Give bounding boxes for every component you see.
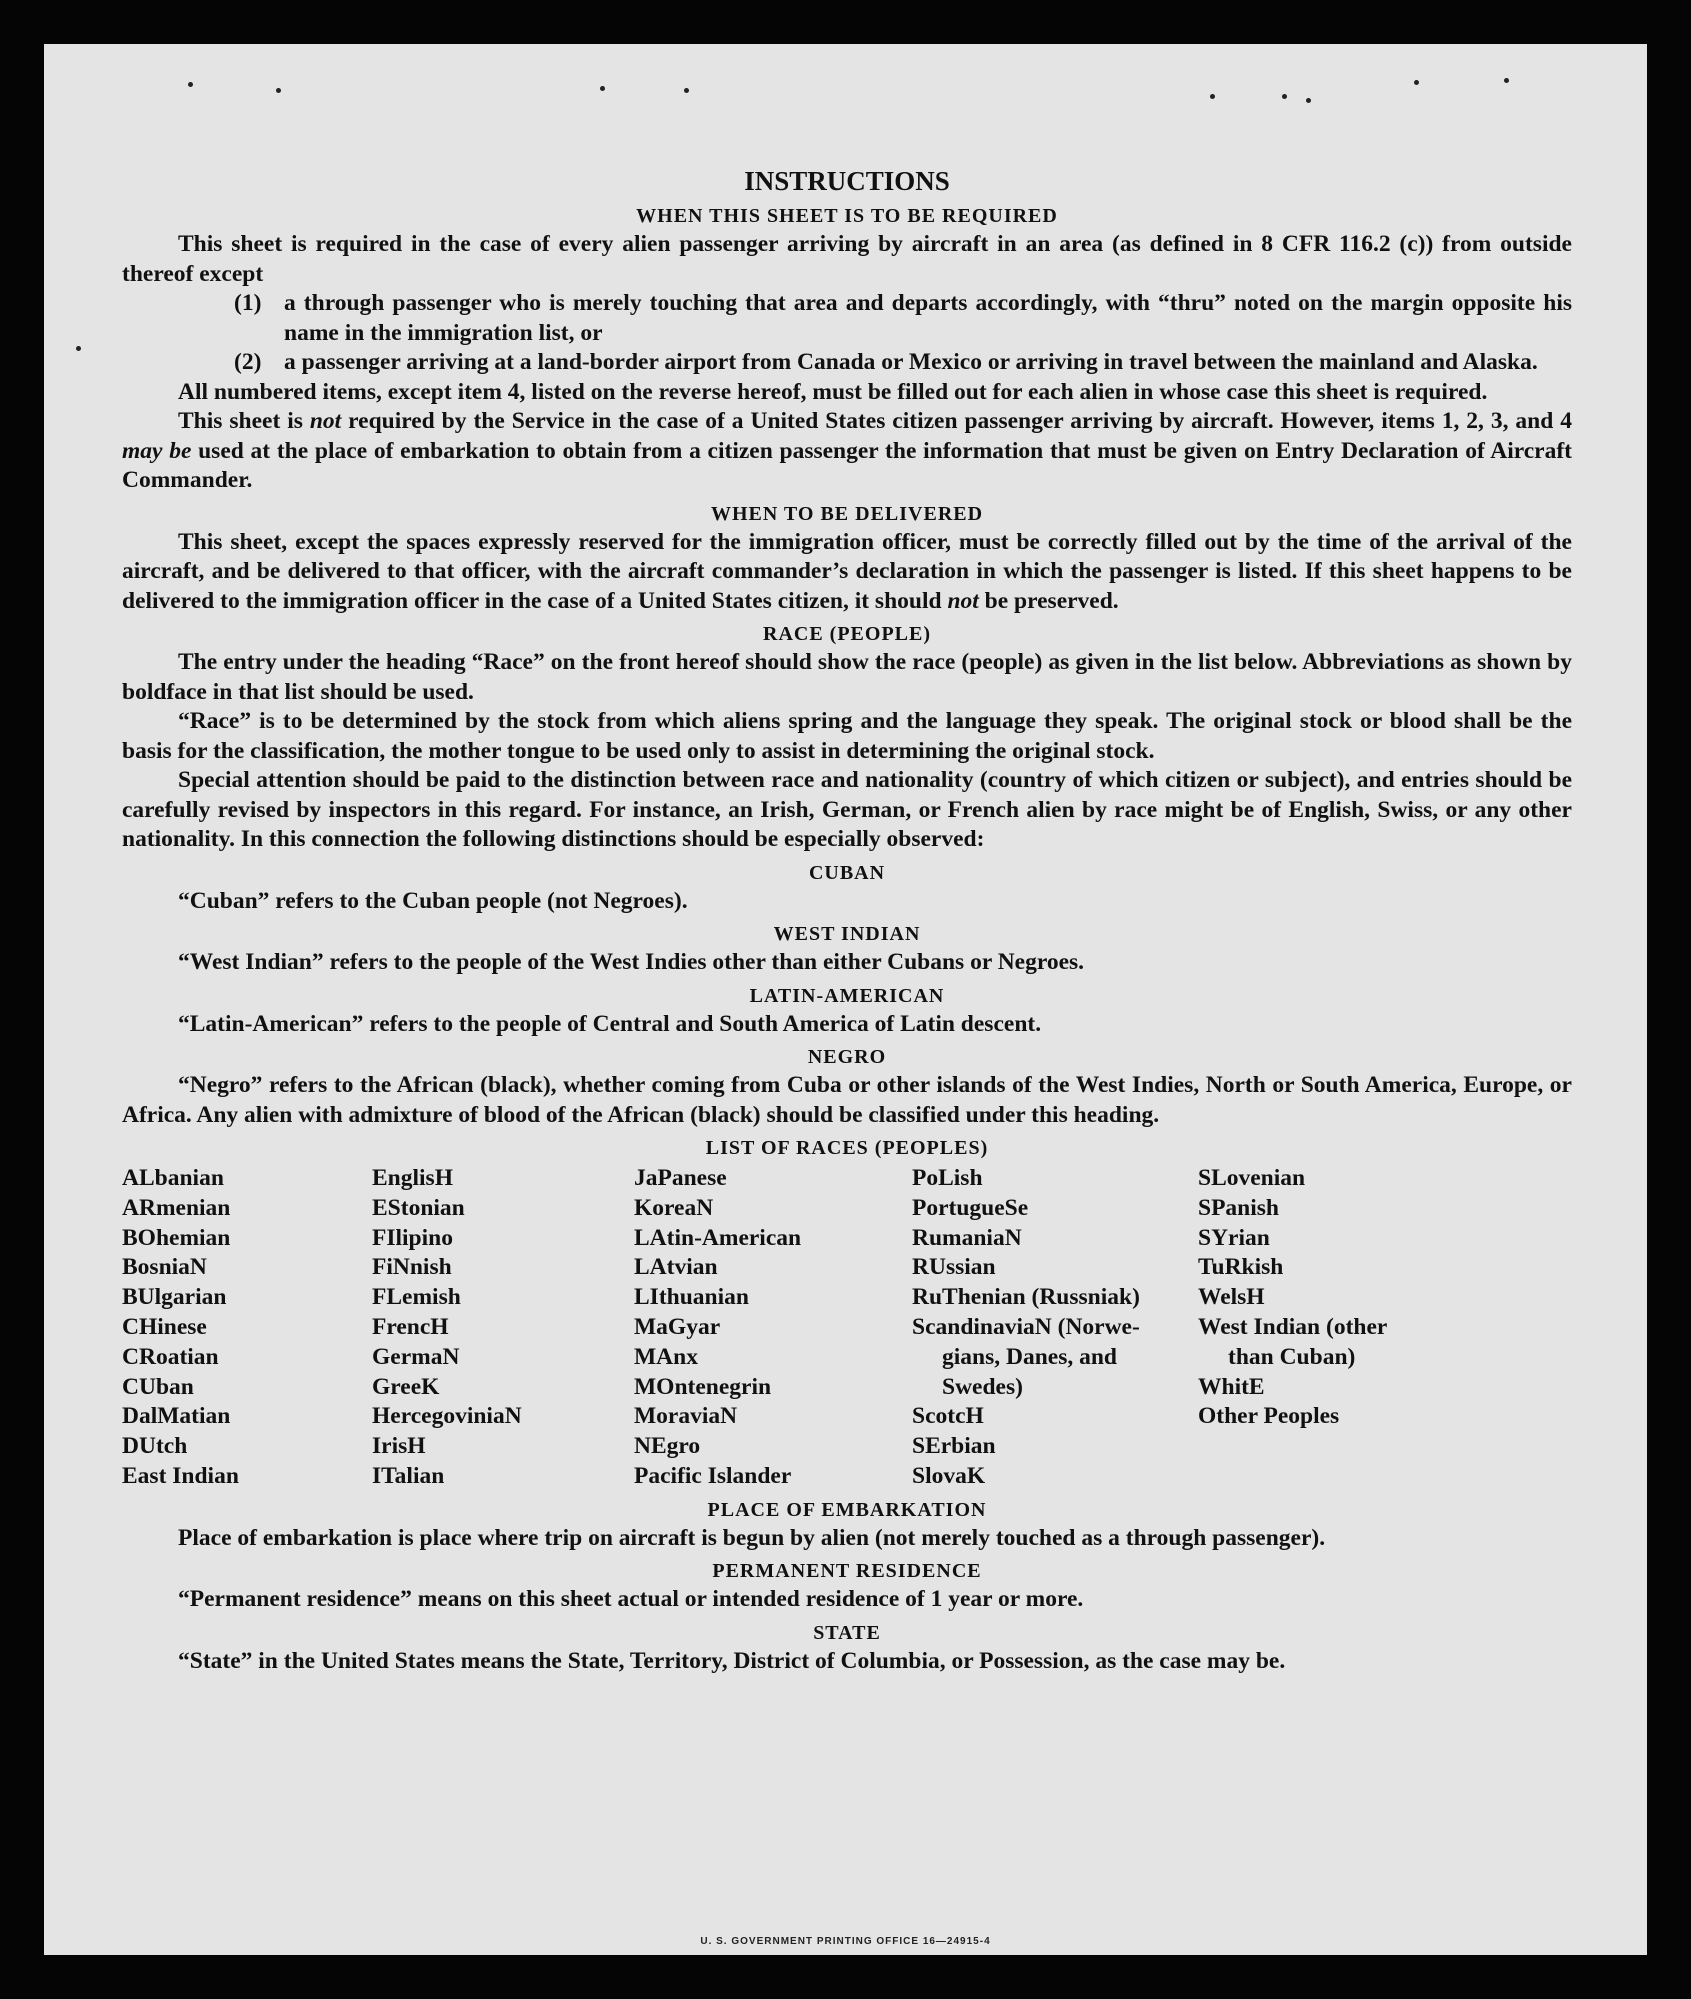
section-heading-residence: PERMANENT RESIDENCE xyxy=(712,1560,982,1583)
section-heading-when-required: WHEN THIS SHEET IS TO BE REQUIRED xyxy=(636,205,1058,227)
emphasis-text: not xyxy=(309,408,342,434)
text-run: used at the place of embarkation to obtain from a citizen passenger the information that must be given on Entry Declaration of Aircraft Commander. xyxy=(122,437,1572,493)
section-heading-latin-american: LATIN-AMERICAN xyxy=(749,984,945,1007)
item-text: a passenger arriving at a land-border airport from Canada or Mexico or arriving in travel between the mainland and Alaska. xyxy=(284,349,1538,375)
section-heading-cuban: CUBAN xyxy=(808,861,886,884)
races-column-2 xyxy=(372,1164,634,1492)
race-entry: FiNnish xyxy=(372,1254,452,1281)
speck-mark xyxy=(276,88,281,93)
item-number: (2) xyxy=(234,349,262,375)
race-entry: gians, Danes, and xyxy=(942,1343,1117,1370)
negro-definition: “Negro” refers to the African (black), whether coming from Cuba or other islands of the West Indies, North or South America, Europe, or Africa. Any alien with admixture of blood of the African (black) should be classified under this heading. xyxy=(122,1072,1572,1128)
section-heading-race: RACE (PEOPLE) xyxy=(763,623,931,645)
speck-mark xyxy=(600,86,605,91)
race-entry: WelsH xyxy=(1198,1284,1265,1311)
west-indian-definition: “West Indian” refers to the people of the West Indies other than either Cubans or Negroes. xyxy=(178,949,1085,975)
race-entry: DUtch xyxy=(122,1433,188,1460)
race-entry: GreeK xyxy=(372,1373,440,1400)
race-entry: ScotcH xyxy=(912,1403,984,1430)
speck-mark xyxy=(1414,80,1419,85)
race-entry: CRoatian xyxy=(122,1343,219,1370)
cuban-definition: “Cuban” refers to the Cuban people (not Negroes). xyxy=(178,887,688,914)
speck-mark xyxy=(684,88,689,93)
race-entry: SLovenian xyxy=(1198,1165,1306,1191)
item-text: a through passenger who is merely touching that area and departs accordingly, with “thru” noted on the margin opposite his name in the immigration list, or xyxy=(284,290,1572,346)
race-entry: West Indian (other xyxy=(1198,1313,1388,1340)
document-sheet xyxy=(44,44,1647,1955)
race-entry: East Indian xyxy=(122,1462,239,1489)
race-entry: EStonian xyxy=(372,1194,465,1221)
text-run: This sheet, except the spaces expressly reserved for the immigration officer, must be correctly filled out by the time of the arrival of the aircraft, and be delivered to that officer, with the aircraft commander’s declaration in which the passenger is listed. If this sheet happens to be delivered to the immigration officer in the case of a United States citizen, it should xyxy=(122,528,1572,614)
race-entry: than Cuban) xyxy=(1228,1343,1356,1370)
text-run: be preserved. xyxy=(978,587,1119,614)
race-entry: HercegoviniaN xyxy=(372,1403,522,1430)
race-entry: BOhemian xyxy=(122,1224,231,1251)
race-entry: MAnx xyxy=(634,1343,698,1370)
residence-definition: “Permanent residence” means on this sheet actual or intended residence of 1 year or more. xyxy=(178,1586,1084,1613)
speck-mark xyxy=(1282,94,1287,99)
race-paragraph-3: Special attention should be paid to the distinction between race and nationality (country of which citizen or subject), and entries should be carefully revised by inspectors in this regard. For instance, an Irish, German, or French alien by race might be of English, Swiss, or any other nationality. In this connection the following distinctions should be especially observed: xyxy=(122,767,1572,852)
section-heading-when-delivered: WHEN TO BE DELIVERED xyxy=(710,502,984,525)
race-entry: RUssian xyxy=(912,1254,996,1281)
race-entry: Other Peoples xyxy=(1198,1403,1340,1430)
race-entry: BosniaN xyxy=(122,1254,207,1281)
race-entry: KoreaN xyxy=(634,1194,714,1221)
section-heading-list-of-races: LIST OF RACES (PEOPLES) xyxy=(705,1137,989,1159)
race-paragraph-1: The entry under the heading “Race” on the front hereof should show the race (people) as given in the list below. Abbreviations as shown by boldface in that list should be used. xyxy=(122,649,1572,705)
race-entry: LAtvian xyxy=(634,1254,718,1281)
emphasis-text: not xyxy=(947,587,979,614)
race-entry: Pacific Islander xyxy=(634,1462,792,1489)
emphasis-text: may be xyxy=(122,437,192,464)
race-entry: EnglisH xyxy=(372,1165,453,1191)
races-list xyxy=(122,1164,1572,1492)
page-title: INSTRUCTIONS xyxy=(744,166,950,196)
races-column-5 xyxy=(1198,1164,1454,1492)
citizen-paragraph xyxy=(122,407,1572,496)
section-heading-state: STATE xyxy=(813,1621,881,1644)
races-column-4 xyxy=(912,1164,1198,1492)
race-entry: Swedes) xyxy=(942,1373,1023,1400)
race-entry: JaPanese xyxy=(634,1165,727,1191)
text-run: This sheet is xyxy=(178,408,310,434)
race-entry: PoLish xyxy=(912,1165,983,1191)
numbered-items-paragraph: All numbered items, except item 4, listed on the reverse hereof, must be filled out for each alien in whose case this sheet is required. xyxy=(178,378,1488,405)
when-delivered-paragraph xyxy=(122,528,1572,617)
section-heading-negro: NEGRO xyxy=(807,1046,887,1068)
embarkation-definition: Place of embarkation is place where trip on aircraft is begun by alien (not merely touched as a through passenger). xyxy=(178,1524,1326,1551)
race-entry: NEgro xyxy=(634,1433,701,1460)
race-entry: GermaN xyxy=(372,1343,460,1370)
exception-item-2 xyxy=(234,348,1572,378)
race-entry: RuThenian (Russniak) xyxy=(912,1284,1140,1311)
race-entry: MaGyar xyxy=(634,1313,721,1340)
exception-item-1 xyxy=(234,289,1572,348)
text-run: required by the Service in the case of a United States citizen passenger arriving by aircraft. However, items 1, 2, 3, and 4 xyxy=(341,408,1572,434)
race-entry: TuRkish xyxy=(1198,1254,1284,1281)
item-number: (1) xyxy=(234,290,262,316)
race-paragraph-2: “Race” is to be determined by the stock from which aliens spring and the language they speak. The original stock or blood shall be the basis for the classification, the mother tongue to be used only to assist in determining the original stock. xyxy=(122,708,1572,764)
race-entry: CHinese xyxy=(122,1313,207,1340)
race-entry: ALbanian xyxy=(122,1165,224,1191)
race-entry: SYrian xyxy=(1198,1224,1270,1251)
races-column-3 xyxy=(634,1164,912,1492)
speck-mark xyxy=(188,82,193,87)
race-entry: LAtin-American xyxy=(634,1224,802,1251)
race-entry: MoraviaN xyxy=(634,1403,738,1430)
instructions-body xyxy=(122,122,1572,1676)
printing-office-footer: U. S. GOVERNMENT PRINTING OFFICE 16—24915-4 xyxy=(700,1936,991,1947)
race-entry: SErbian xyxy=(912,1433,996,1460)
race-entry: ARmenian xyxy=(122,1194,231,1221)
section-heading-west-indian: WEST INDIAN xyxy=(773,923,921,945)
race-entry: BUlgarian xyxy=(122,1284,227,1311)
race-entry: CUban xyxy=(122,1373,194,1400)
speck-mark xyxy=(1504,78,1509,83)
race-entry: ScandinaviaN (Norwe- xyxy=(912,1313,1140,1340)
speck-mark xyxy=(1210,94,1215,99)
race-entry: MOntenegrin xyxy=(634,1373,772,1400)
race-entry: FIlipino xyxy=(372,1224,453,1251)
race-entry: SlovaK xyxy=(912,1462,986,1489)
race-entry: FLemish xyxy=(372,1284,461,1311)
state-definition: “State” in the United States means the State, Territory, District of Columbia, or Possession, as the case may be. xyxy=(178,1647,1286,1674)
race-entry: IrisH xyxy=(372,1433,426,1460)
races-column-1 xyxy=(122,1164,372,1492)
race-entry: ITalian xyxy=(372,1462,445,1489)
race-entry: LIthuanian xyxy=(634,1284,749,1311)
race-entry: FrencH xyxy=(372,1313,449,1340)
race-entry: WhitE xyxy=(1198,1373,1265,1400)
race-entry: SPanish xyxy=(1198,1194,1279,1221)
race-entry: RumaniaN xyxy=(912,1224,1022,1251)
race-entry: PortugueSe xyxy=(912,1194,1029,1221)
when-required-intro: This sheet is required in the case of every alien passenger arriving by aircraft in an area (as defined in 8 CFR 116.2 (c)) from outside thereof except xyxy=(122,231,1572,287)
speck-mark xyxy=(1306,98,1311,103)
section-heading-embarkation: PLACE OF EMBARKATION xyxy=(707,1498,987,1521)
latin-american-definition: “Latin-American” refers to the people of Central and South America of Latin descent. xyxy=(178,1010,1042,1037)
race-entry: DalMatian xyxy=(122,1403,231,1430)
speck-mark xyxy=(76,346,81,351)
